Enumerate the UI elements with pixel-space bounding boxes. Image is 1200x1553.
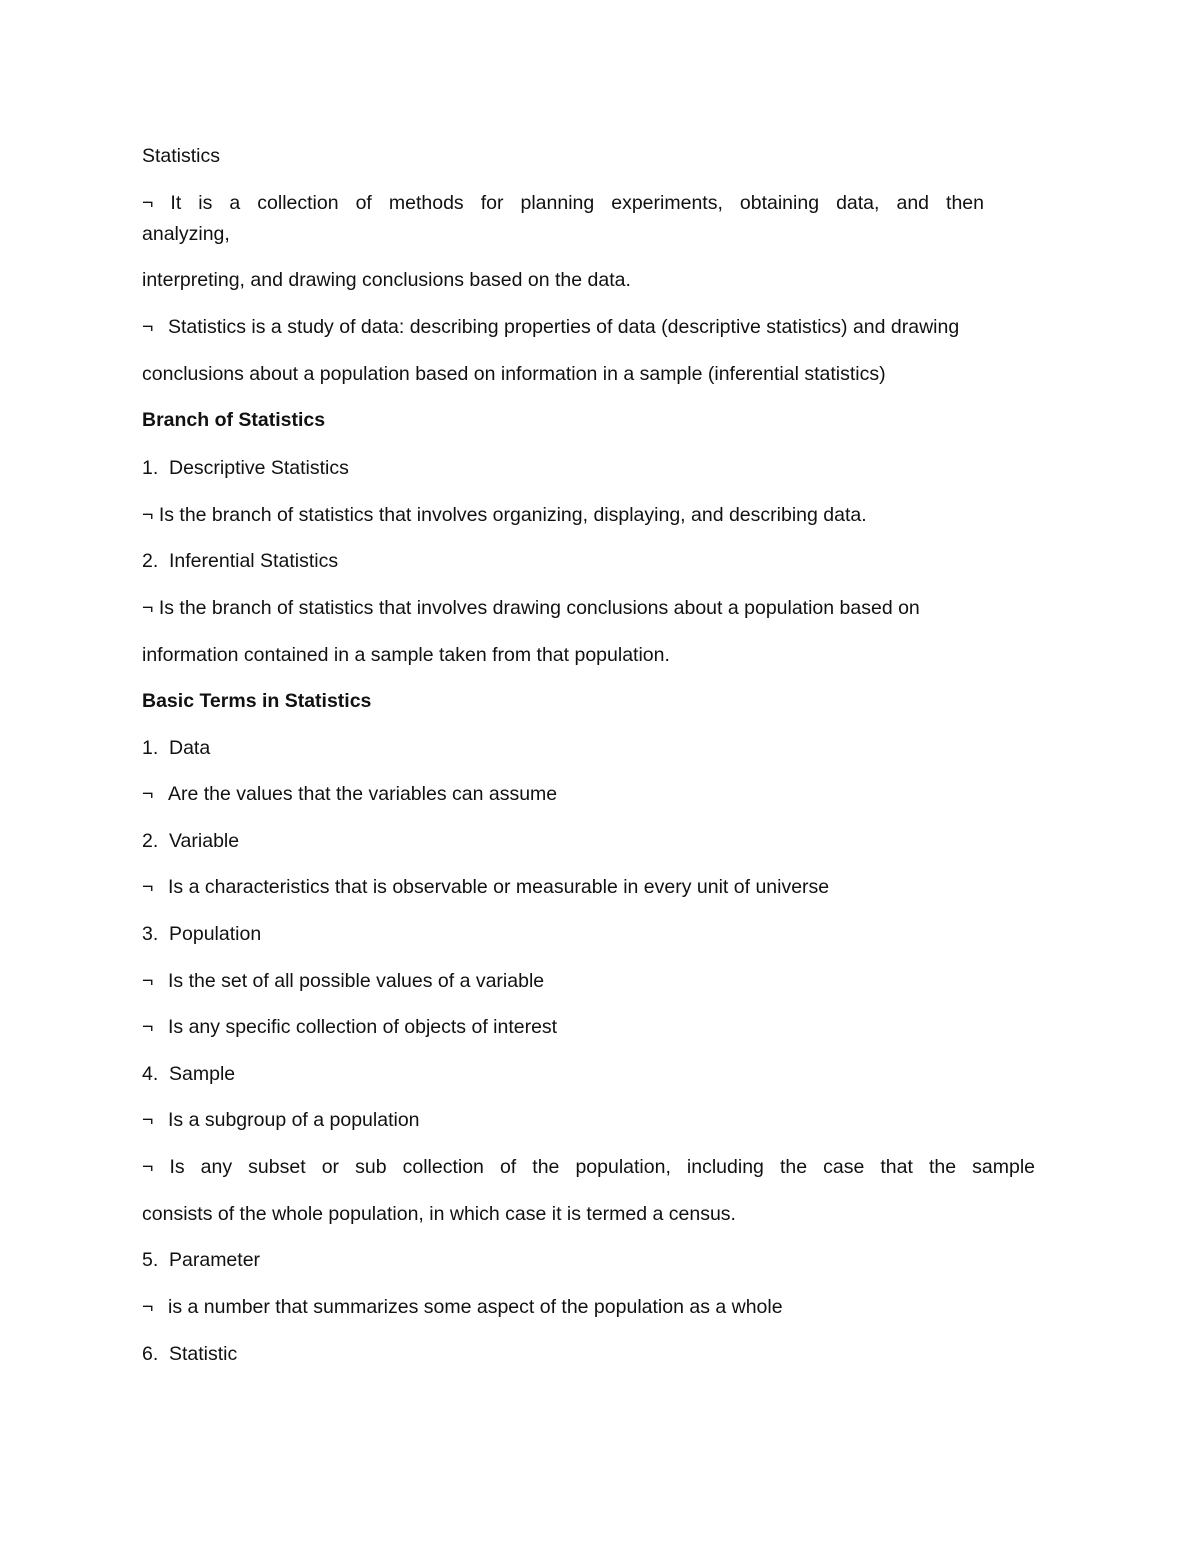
term-label: Data xyxy=(169,737,211,759)
bullet-icon: ¬ xyxy=(142,876,154,898)
term-label: Parameter xyxy=(169,1249,261,1271)
bullet-icon: ¬ xyxy=(142,504,154,526)
term-variable-definition: ¬ Is a characteristics that is observable or measurable in every unit of universe xyxy=(142,876,830,898)
bullet-icon: ¬ xyxy=(142,1296,154,1318)
list-number: 5. xyxy=(142,1249,159,1271)
term-sample-definition-1: ¬ Is a subgroup of a population xyxy=(142,1109,420,1131)
term-parameter-definition: ¬ is a number that summarizes some aspect of the population as a whole xyxy=(142,1296,783,1318)
branch-item-inferential xyxy=(142,549,338,573)
term-population-definition-1: ¬ Is the set of all possible values of a variable xyxy=(142,970,545,992)
term-sample-definition-2-line-2: consists of the whole population, in which case it is termed a census. xyxy=(142,1203,736,1225)
term-label: Statistic xyxy=(169,1343,238,1365)
term-parameter xyxy=(142,1248,260,1272)
list-number: 4. xyxy=(142,1063,159,1085)
term-label: Variable xyxy=(169,830,240,852)
branch-item-inferential-definition-line-2: information contained in a sample taken from that population. xyxy=(142,644,670,666)
bullet-icon: ¬ xyxy=(142,1156,154,1178)
term-sample xyxy=(142,1062,235,1086)
bullet-icon: ¬ xyxy=(142,1016,154,1038)
branch-item-label: Inferential Statistics xyxy=(169,550,339,572)
term-variable xyxy=(142,829,239,853)
branch-heading: Branch of Statistics xyxy=(142,409,326,431)
intro-paragraph-1-line-2: analyzing, xyxy=(142,223,230,245)
bullet-icon: ¬ xyxy=(142,192,154,214)
document-title: Statistics xyxy=(142,145,221,167)
branch-item-label: Descriptive Statistics xyxy=(169,457,349,479)
branch-item-inferential-definition-line-1: ¬ Is the branch of statistics that involves drawing conclusions about a population based on xyxy=(142,597,920,619)
term-data-definition: ¬ Are the values that the variables can assume xyxy=(142,783,558,805)
bullet-icon: ¬ xyxy=(142,783,154,805)
intro-paragraph-1-line-1: ¬ It is a collection of methods for planning experiments, obtaining data, and then xyxy=(142,192,984,214)
term-label: Sample xyxy=(169,1063,236,1085)
bullet-icon: ¬ xyxy=(142,970,154,992)
bullet-icon: ¬ xyxy=(142,597,154,619)
list-number: 1. xyxy=(142,457,159,479)
intro-paragraph-2-line-1: ¬ Statistics is a study of data: describing properties of data (descriptive statistics) and drawing xyxy=(142,316,960,338)
term-label: Population xyxy=(169,923,262,945)
term-sample-definition-2-line-1: ¬ Is any subset or sub collection of the population, including the case that the sample xyxy=(142,1156,1035,1178)
term-statistic xyxy=(142,1342,237,1366)
bullet-icon: ¬ xyxy=(142,316,154,338)
list-number: 2. xyxy=(142,830,159,852)
intro-paragraph-2-line-2: conclusions about a population based on information in a sample (inferential statistics) xyxy=(142,363,886,385)
basic-terms-heading: Basic Terms in Statistics xyxy=(142,690,372,712)
branch-item-descriptive xyxy=(142,456,349,480)
term-data xyxy=(142,736,210,760)
list-number: 2. xyxy=(142,550,159,572)
branch-item-descriptive-definition: ¬ Is the branch of statistics that involves organizing, displaying, and describing data. xyxy=(142,504,867,526)
term-population xyxy=(142,922,261,946)
term-population-definition-2: ¬ Is any specific collection of objects of interest xyxy=(142,1016,558,1038)
list-number: 6. xyxy=(142,1343,159,1365)
list-number: 3. xyxy=(142,923,159,945)
bullet-icon: ¬ xyxy=(142,1109,154,1131)
intro-paragraph-1-line-3: interpreting, and drawing conclusions based on the data. xyxy=(142,269,631,291)
list-number: 1. xyxy=(142,737,159,759)
